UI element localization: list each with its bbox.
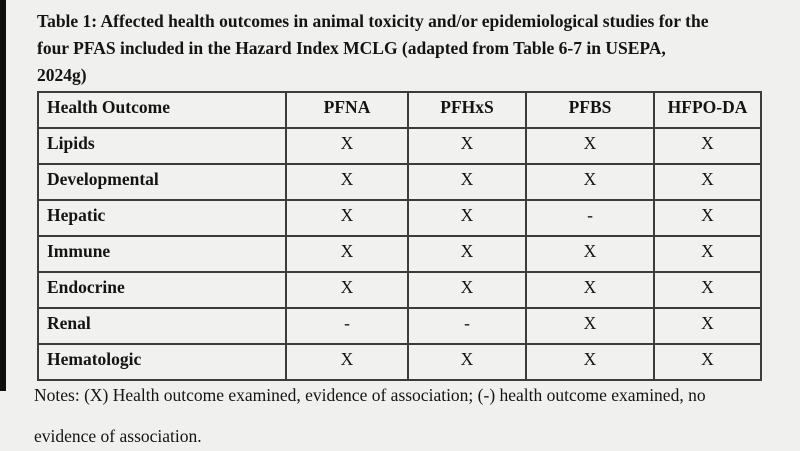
column-header-pfna: PFNA bbox=[286, 92, 408, 128]
value-cell: X bbox=[286, 344, 408, 380]
column-header-pfbs: PFBS bbox=[526, 92, 654, 128]
outcome-cell: Lipids bbox=[38, 128, 286, 164]
value-cell: X bbox=[526, 344, 654, 380]
health-outcomes-table bbox=[37, 91, 762, 381]
value-cell: X bbox=[286, 236, 408, 272]
value-cell: X bbox=[408, 164, 526, 200]
value-cell: X bbox=[526, 164, 654, 200]
table-row bbox=[38, 128, 761, 164]
table-row bbox=[38, 164, 761, 200]
table-notes-line: Notes: (X) Health outcome examined, evidence of association; (-) health outcome examined, no bbox=[34, 385, 706, 405]
value-cell: X bbox=[654, 344, 761, 380]
value-cell: X bbox=[408, 344, 526, 380]
table-caption-line: Table 1: Affected health outcomes in animal toxicity and/or epidemiological studies for the bbox=[37, 11, 709, 31]
outcome-cell: Developmental bbox=[38, 164, 286, 200]
value-cell: X bbox=[654, 164, 761, 200]
value-cell: X bbox=[654, 200, 761, 236]
column-header-hfpo-da: HFPO-DA bbox=[654, 92, 761, 128]
outcome-cell: Hepatic bbox=[38, 200, 286, 236]
value-cell: X bbox=[286, 272, 408, 308]
value-cell: X bbox=[526, 128, 654, 164]
value-cell: X bbox=[654, 308, 761, 344]
table-notes bbox=[34, 384, 784, 447]
outcome-cell: Renal bbox=[38, 308, 286, 344]
value-cell: X bbox=[654, 272, 761, 308]
column-header-pfhxs: PFHxS bbox=[408, 92, 526, 128]
value-cell: X bbox=[286, 164, 408, 200]
table-row bbox=[38, 236, 761, 272]
table-caption-line: 2024g) bbox=[37, 65, 87, 85]
value-cell: X bbox=[408, 200, 526, 236]
value-cell: X bbox=[526, 272, 654, 308]
value-cell: X bbox=[286, 128, 408, 164]
value-cell: X bbox=[408, 128, 526, 164]
value-cell: - bbox=[286, 308, 408, 344]
value-cell: X bbox=[654, 128, 761, 164]
outcome-cell: Hematologic bbox=[38, 344, 286, 380]
value-cell: X bbox=[654, 236, 761, 272]
outcome-cell: Immune bbox=[38, 236, 286, 272]
table-notes-line: evidence of association. bbox=[34, 426, 202, 446]
table-row bbox=[38, 308, 761, 344]
value-cell: X bbox=[408, 272, 526, 308]
table-row bbox=[38, 272, 761, 308]
outcome-cell: Endocrine bbox=[38, 272, 286, 308]
value-cell: X bbox=[286, 200, 408, 236]
header-row bbox=[38, 92, 761, 128]
value-cell: X bbox=[526, 308, 654, 344]
value-cell: X bbox=[526, 236, 654, 272]
value-cell: - bbox=[408, 308, 526, 344]
page-edge-bar bbox=[0, 0, 6, 391]
column-header-health-outcome: Health Outcome bbox=[38, 92, 286, 128]
table-row bbox=[38, 344, 761, 380]
table-row bbox=[38, 200, 761, 236]
value-cell: X bbox=[408, 236, 526, 272]
table-caption-line: four PFAS included in the Hazard Index MCLG (adapted from Table 6-7 in USEPA, bbox=[37, 38, 666, 58]
value-cell: - bbox=[526, 200, 654, 236]
table-caption bbox=[37, 8, 777, 89]
